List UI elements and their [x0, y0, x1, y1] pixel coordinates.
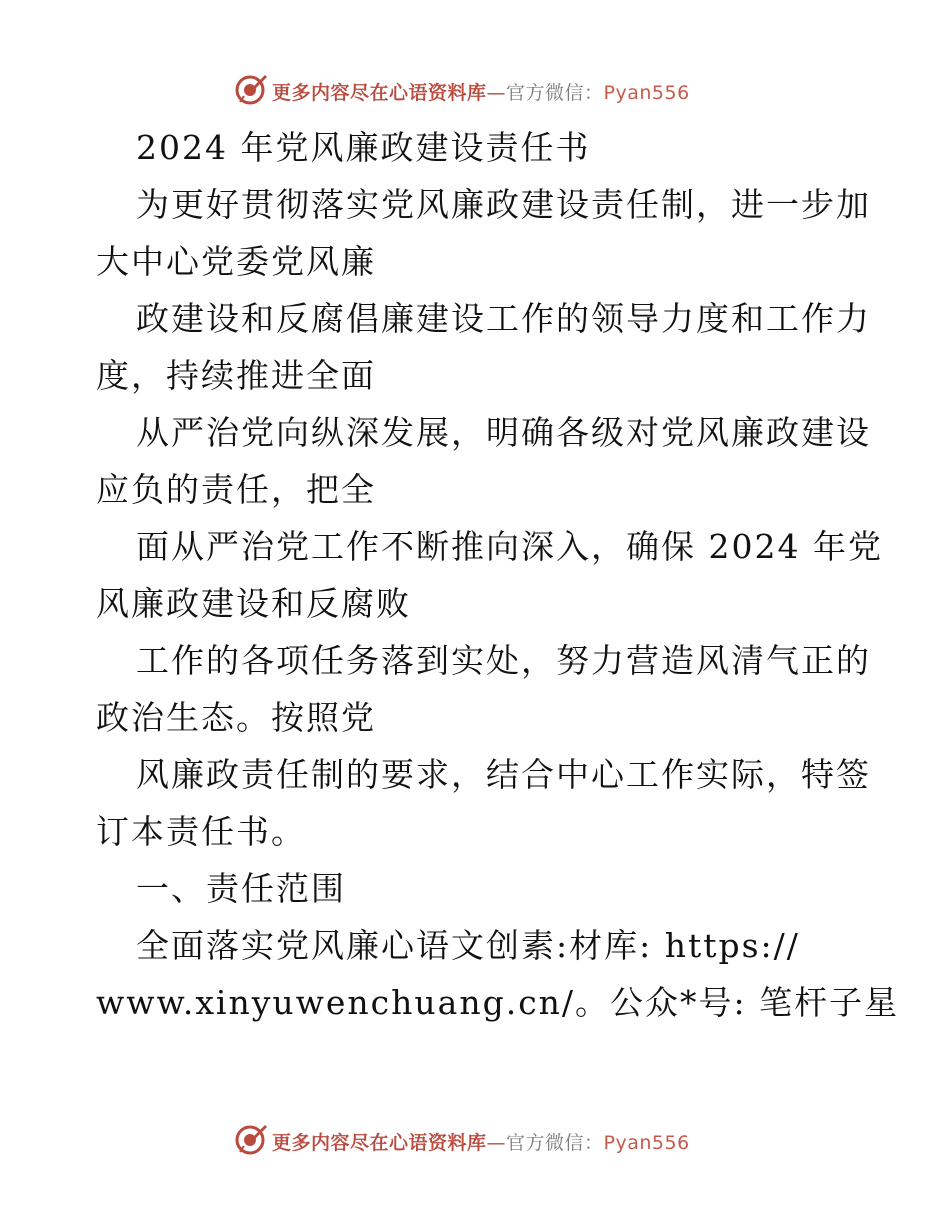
- watermark-text: [272, 78, 690, 105]
- paragraph-line: 政治生态。按照党: [96, 698, 376, 737]
- watermark-sub: 官方微信：: [506, 82, 604, 104]
- watermark-id: Pyan556: [603, 1132, 690, 1154]
- paragraph-line: 工作的各项任务落到实处，努力营造风清气正的: [136, 641, 871, 680]
- document-title: 2024 年党风廉政建设责任书: [136, 128, 591, 167]
- watermark-sub: 官方微信：: [506, 1132, 604, 1154]
- quill-logo-icon: [234, 72, 268, 106]
- section-heading: 一、责任范围: [136, 869, 346, 908]
- header-watermark-banner: [0, 70, 950, 110]
- paragraph-line: 应负的责任，把全: [96, 470, 376, 509]
- paragraph-line: 度，持续推进全面: [96, 356, 376, 395]
- paragraph-line: 风廉政建设和反腐败: [96, 584, 411, 623]
- watermark-main: 更多内容尽在心语资料库: [272, 1132, 487, 1154]
- paragraph-line: 为更好贯彻落实党风廉政建设责任制，进一步加: [136, 185, 871, 224]
- watermark-main: 更多内容尽在心语资料库: [272, 82, 487, 104]
- paragraph-line: 从严治党向纵深发展，明确各级对党风廉政建设: [136, 413, 871, 452]
- document-body: [96, 122, 900, 1034]
- paragraph-line: 订本责任书。: [96, 812, 306, 851]
- watermark-text: [272, 1128, 690, 1155]
- paragraph-line: 大中心党委党风廉: [96, 242, 376, 281]
- watermark-dash: —: [486, 1132, 507, 1154]
- quill-logo-icon: [234, 1122, 268, 1156]
- paragraph-line: 全面落实党风廉心语文创素:材库: https://: [136, 926, 800, 965]
- paragraph-line: www.xinyuwenchuang.cn/。公众*号: 笔杆子星: [96, 983, 900, 1022]
- watermark-id: Pyan556: [603, 82, 690, 104]
- paragraph-line: 面从严治党工作不断推向深入，确保 2024 年党: [136, 527, 883, 566]
- paragraph-line: 风廉政责任制的要求，结合中心工作实际，特签: [136, 755, 871, 794]
- footer-watermark-banner: [0, 1120, 950, 1160]
- watermark-dash: —: [486, 82, 507, 104]
- paragraph-line: 政建设和反腐倡廉建设工作的领导力度和工作力: [136, 299, 871, 338]
